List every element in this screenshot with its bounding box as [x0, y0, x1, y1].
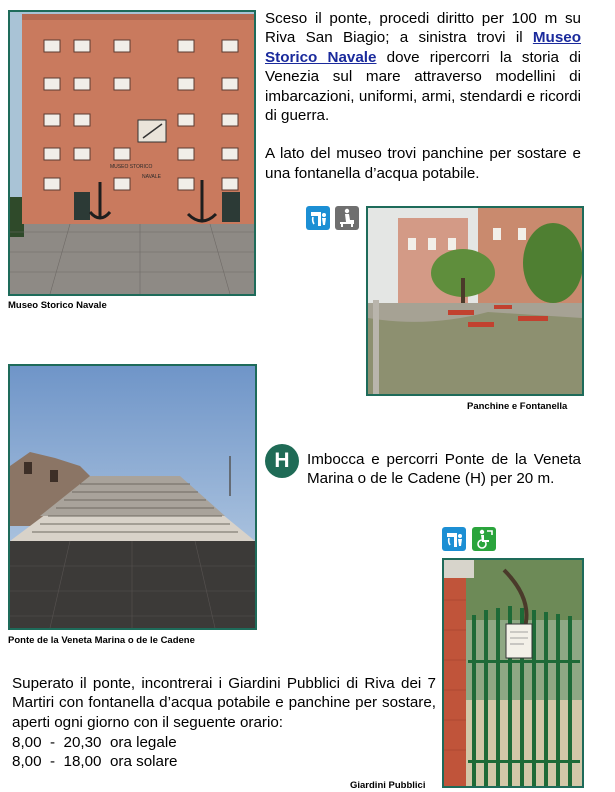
panchine-photo: [366, 206, 584, 396]
museum-sign-line2: NAVALE: [142, 174, 161, 180]
fountain-icon-2: [442, 527, 466, 551]
section1-text-before: Sceso il ponte, procedi diritto per 100 m su Riva San Biagio; a sinistra trovi il: [265, 10, 581, 47]
caption-ponte: Ponte de la Veneta Marina o de le Cadene: [8, 635, 195, 646]
hours-legal: 8,00 - 20,30 ora legale: [12, 734, 177, 751]
section1-text: [265, 9, 581, 183]
section1-text-after: dove ripercorri la storia di Venezia sul mare attraverso modellini di imbarcazioni, uniformi, armi, stendardi e ricordi di guerra.: [265, 48, 581, 125]
giardini-photo: [442, 558, 584, 788]
caption-museo: Museo Storico Navale: [8, 300, 107, 311]
section1-paragraph1: [265, 9, 581, 125]
section2-text: Imbocca e percorri Ponte de la Veneta Marina o de le Cadene (H) per 20 m.: [307, 451, 581, 488]
museum-sign-line1: MUSEO STORICO: [110, 164, 153, 170]
fountain-icon: [306, 206, 330, 230]
bench-icon: [335, 206, 359, 230]
accessible-icon: [472, 527, 496, 551]
caption-panchine: Panchine e Fontanella: [467, 401, 568, 412]
museo-link[interactable]: Museo Storico Navale: [265, 29, 581, 66]
marker-h-badge: H: [265, 444, 299, 478]
ponte-photo: [8, 364, 257, 630]
hours-solar: 8,00 - 18,00 ora solare: [12, 753, 178, 770]
section3-intro: Superato il ponte, incontrerai i Giardini Pubblici di Riva dei 7 Martiri con fontanella d’acqua potabile e panchine per sostare, aperti ogni giorno con il seguente orario:: [12, 675, 436, 731]
section1-paragraph2: A lato del museo trovi panchine per sostare e una fontanella d’acqua potabile.: [265, 145, 581, 182]
caption-giardini: Giardini Pubblici: [350, 780, 426, 791]
museo-photo: [8, 10, 256, 296]
